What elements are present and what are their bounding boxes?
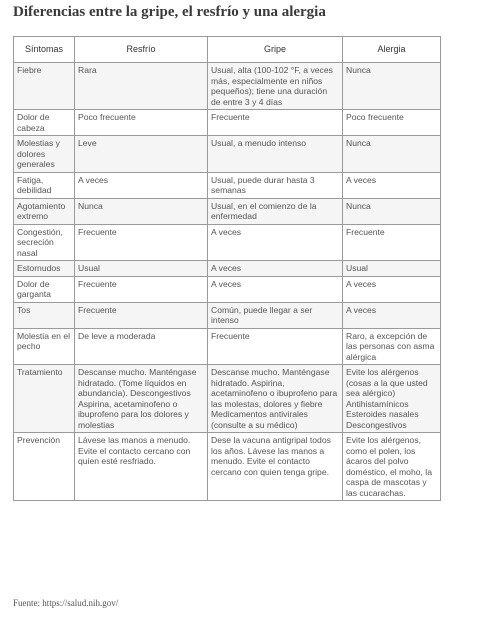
symptom-cell: Tos: [14, 302, 75, 328]
allergy-cell: Raro, a excepción de las personas con asma alérgica: [343, 328, 441, 365]
table-row: [14, 172, 441, 198]
column-header-sintomas: Síntomas: [14, 37, 75, 63]
flu-cell: Usual, puede durar hasta 3 semanas: [208, 172, 343, 198]
allergy-cell: Nunca: [343, 136, 441, 173]
table-header-row: [14, 37, 441, 63]
cold-cell: Leve: [75, 136, 208, 173]
column-header-alergia: Alergia: [343, 37, 441, 63]
symptom-cell: Molestia en el pecho: [14, 328, 75, 365]
symptom-cell: Prevención: [14, 433, 75, 501]
table-row: [14, 261, 441, 277]
cold-cell: Poco frecuente: [75, 110, 208, 136]
symptom-cell: Tratamiento: [14, 365, 75, 433]
table-row: [14, 110, 441, 136]
cold-cell: Descanse mucho. Manténgase hidratado. (Tome líquidos en abundancia). Descongestivos Aspirina, acetaminofeno o ibuprofeno para los dolores y molestias: [75, 365, 208, 433]
cold-cell: Nunca: [75, 198, 208, 224]
flu-cell: Común, puede llegar a ser intenso: [208, 302, 343, 328]
flu-cell: Usual, en el comienzo de la enfermedad: [208, 198, 343, 224]
column-header-resfrio: Resfrío: [75, 37, 208, 63]
table-row: [14, 198, 441, 224]
allergy-cell: Nunca: [343, 198, 441, 224]
column-header-gripe: Gripe: [208, 37, 343, 63]
table-row: [14, 365, 441, 433]
allergy-cell: A veces: [343, 276, 441, 302]
flu-cell: A veces: [208, 224, 343, 261]
flu-cell: Usual, alta (100-102 °F, a veces más, especialmente en niños pequeños); tiene una duración de entre 3 y 4 días: [208, 63, 343, 110]
allergy-cell: Usual: [343, 261, 441, 277]
flu-cell: A veces: [208, 261, 343, 277]
table-row: [14, 136, 441, 173]
symptom-cell: Molestias y dolores generales: [14, 136, 75, 173]
flu-cell: Frecuente: [208, 328, 343, 365]
table-row: [14, 328, 441, 365]
table-row: [14, 63, 441, 110]
symptom-cell: Dolor de garganta: [14, 276, 75, 302]
cold-cell: Frecuente: [75, 224, 208, 261]
flu-cell: Descanse mucho. Manténgase hidratado. Aspirina, acetaminofeno o ibuprofeno para las molestas, dolores y fiebre Medicamentos antivirales (consulte a su médico): [208, 365, 343, 433]
page-title: Diferencias entre la gripe, el resfrío y una alergia: [13, 4, 326, 20]
table-row: [14, 224, 441, 261]
symptom-cell: Fatiga, debilidad: [14, 172, 75, 198]
symptom-cell: Fiebre: [14, 63, 75, 110]
source-citation: Fuente: https://salud.nih.gov/: [13, 598, 119, 608]
symptom-cell: Agotamiento extremo: [14, 198, 75, 224]
cold-cell: Frecuente: [75, 276, 208, 302]
allergy-cell: A veces: [343, 302, 441, 328]
flu-cell: A veces: [208, 276, 343, 302]
table-row: [14, 433, 441, 501]
allergy-cell: Evite los alérgenos (cosas a la que usted sea alérgico) Antihistamínicos Esteroides nasales Descongestivos: [343, 365, 441, 433]
comparison-table: [13, 36, 441, 501]
cold-cell: A veces: [75, 172, 208, 198]
table-row: [14, 276, 441, 302]
symptom-cell: Dolor de cabeza: [14, 110, 75, 136]
cold-cell: Lávese las manos a menudo. Evite el contacto cercano con quien esté resfriado.: [75, 433, 208, 501]
allergy-cell: A veces: [343, 172, 441, 198]
cold-cell: De leve a moderada: [75, 328, 208, 365]
flu-cell: Dese la vacuna antigripal todos los años. Lávese las manos a menudo. Evite el contacto cercano con quien tenga gripe.: [208, 433, 343, 501]
symptom-cell: Congestión, secreción nasal: [14, 224, 75, 261]
allergy-cell: Nunca: [343, 63, 441, 110]
allergy-cell: Poco frecuente: [343, 110, 441, 136]
flu-cell: Frecuente: [208, 110, 343, 136]
cold-cell: Frecuente: [75, 302, 208, 328]
symptom-cell: Estornudos: [14, 261, 75, 277]
allergy-cell: Evite los alérgenos, como el polen, los ácaros del polvo doméstico, el moho, la caspa de mascotas y las cucarachas.: [343, 433, 441, 501]
cold-cell: Rara: [75, 63, 208, 110]
allergy-cell: Frecuente: [343, 224, 441, 261]
flu-cell: Usual, a menudo intenso: [208, 136, 343, 173]
cold-cell: Usual: [75, 261, 208, 277]
table-row: [14, 302, 441, 328]
